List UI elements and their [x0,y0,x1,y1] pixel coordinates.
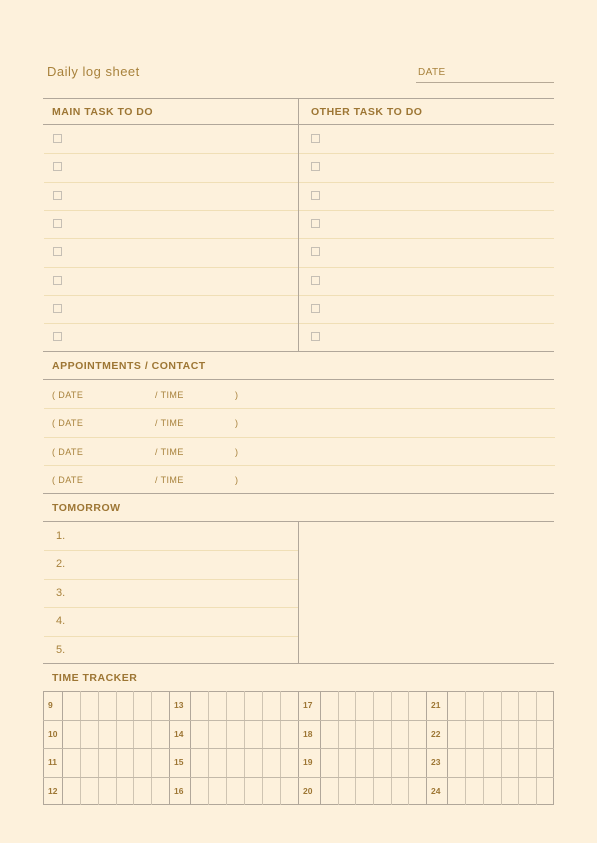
main-task-checkbox[interactable] [53,247,62,256]
task-row-divider [44,323,298,324]
other-task-checkbox[interactable] [311,162,320,171]
tracker-hour-label: 12 [48,785,58,796]
main-task-checkbox[interactable] [53,219,62,228]
appointment-date-label: ( DATE [52,390,84,400]
main-task-header: MAIN TASK TO DO [52,106,154,118]
other-task-checkbox[interactable] [311,247,320,256]
other-task-checkbox[interactable] [311,219,320,228]
other-task-checkbox[interactable] [311,304,320,313]
appointments-header: APPOINTMENTS / CONTACT [52,360,206,372]
appointment-close-paren: ) [235,418,239,429]
tracker-hour-label: 13 [174,700,184,710]
appointment-close-paren: ) [235,446,239,457]
tracker-hour-label: 10 [48,728,58,739]
tomorrow-header: TOMORROW [52,502,121,514]
tracker-hour-label: 9 [48,700,53,710]
task-row-divider [44,295,298,296]
tracker-hour-label: 11 [48,757,57,767]
tomorrow-item-number: 4. [56,615,66,628]
tracker-hour-label: 19 [303,757,313,767]
other-task-checkbox[interactable] [311,191,320,200]
date-field-line[interactable] [416,82,554,83]
task-row-divider [299,210,554,211]
other-task-checkbox[interactable] [311,134,320,143]
main-task-checkbox[interactable] [53,332,62,341]
tracker-hour-label: 20 [303,785,313,796]
task-row-divider [299,182,554,183]
tomorrow-row-divider [44,579,298,580]
tracker-hour-label: 21 [431,700,441,710]
tracker-hour-label: 23 [431,757,441,767]
tomorrow-row-divider [44,607,298,608]
tomorrow-row-divider [44,636,298,637]
appointment-date-label: ( DATE [52,475,84,486]
appointment-date-label: ( DATE [52,446,84,457]
main-task-checkbox[interactable] [53,191,62,200]
divider [43,351,554,352]
tomorrow-item-number: 5. [56,643,66,656]
divider [43,663,554,664]
appointment-date-label: ( DATE [52,418,84,429]
other-task-checkbox[interactable] [311,332,320,341]
tomorrow-item-number: 3. [56,586,66,599]
tracker-hour-label: 15 [174,757,184,767]
tracker-row-divider [43,720,554,721]
main-task-checkbox[interactable] [53,134,62,143]
tracker-hour-label: 17 [303,700,313,710]
tracker-row-divider [43,777,554,778]
divider [43,379,554,380]
task-row-divider [44,267,298,268]
appointment-row-divider [44,465,555,466]
tomorrow-item-number: 2. [56,558,66,571]
tomorrow-item-number: 1. [56,530,66,542]
main-task-checkbox[interactable] [53,276,62,285]
appointment-close-paren: ) [235,390,239,400]
main-task-checkbox[interactable] [53,304,62,313]
appointment-row-divider [44,437,555,438]
column-divider [298,98,299,352]
task-row-divider [299,153,554,154]
main-task-checkbox[interactable] [53,162,62,171]
tracker-hour-label: 18 [303,728,313,739]
other-task-checkbox[interactable] [311,276,320,285]
appointment-time-label: / TIME [155,418,184,429]
tracker-row-divider [43,748,554,749]
tracker-hour-label: 16 [174,785,184,796]
task-row-divider [299,323,554,324]
tomorrow-row-divider [44,550,298,551]
appointment-time-label: / TIME [155,475,184,486]
date-label: DATE [418,67,446,78]
task-row-divider [299,295,554,296]
tracker-hour-label: 24 [431,785,441,796]
time-tracker-header: TIME TRACKER [52,672,138,684]
tracker-hour-label: 22 [431,728,441,739]
task-row-divider [299,238,554,239]
task-row-divider [44,238,298,239]
appointment-time-label: / TIME [155,446,184,457]
sheet-title: Daily log sheet [47,64,140,79]
task-row-divider [44,182,298,183]
divider [43,493,554,494]
appointment-time-label: / TIME [155,390,184,400]
task-row-divider [44,153,298,154]
task-row-divider [299,267,554,268]
tracker-hour-label: 14 [174,728,184,739]
appointment-row-divider [44,408,555,409]
task-row-divider [44,210,298,211]
other-task-header: OTHER TASK TO DO [311,106,423,118]
column-divider [298,521,299,664]
appointment-close-paren: ) [235,475,239,486]
